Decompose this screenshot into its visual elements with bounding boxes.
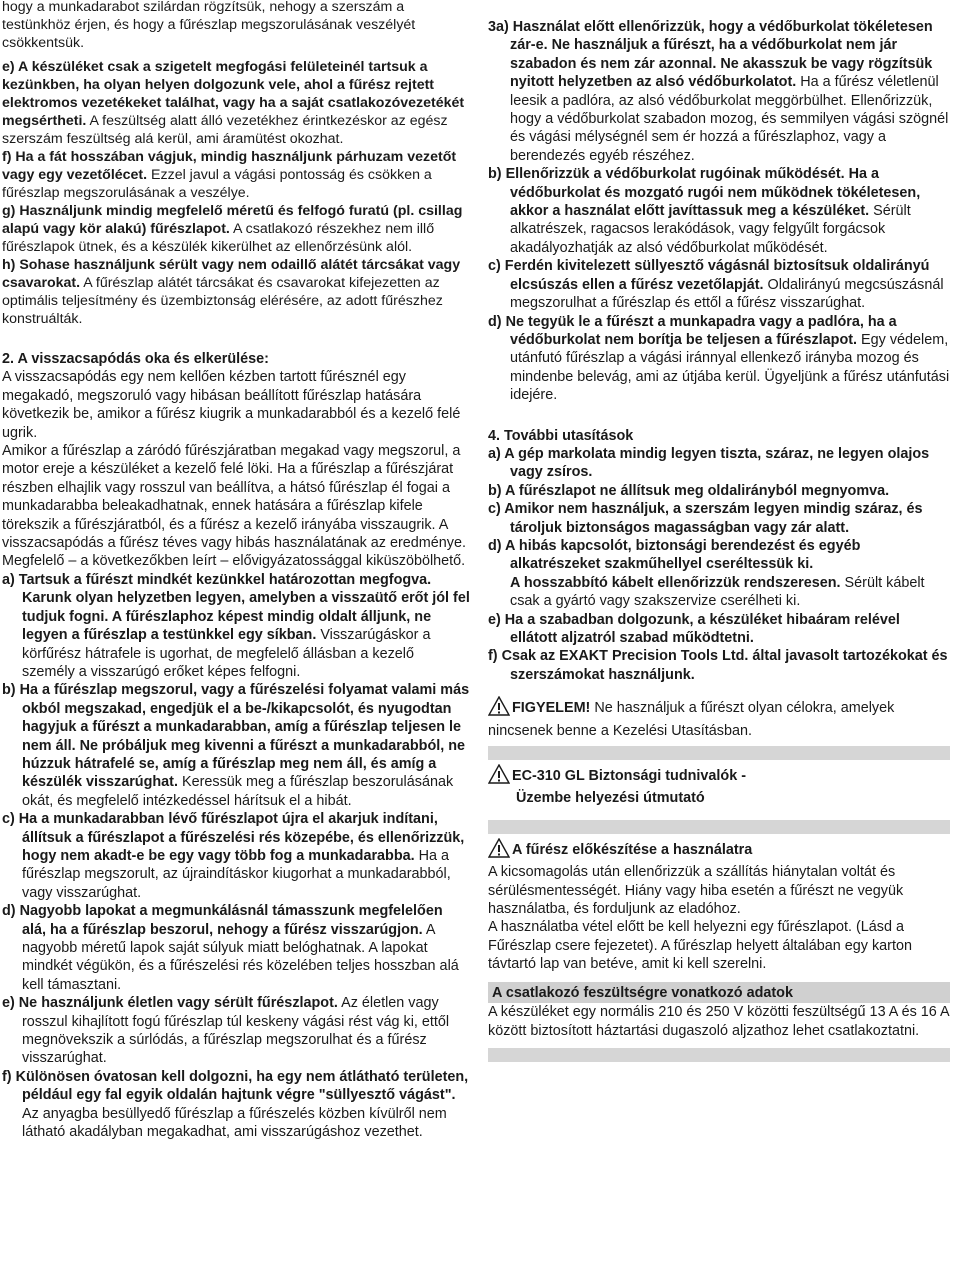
- ec310-heading: [488, 764, 950, 808]
- item-3b-text: Sérült alkatrészek, ragacsos lerakódások, vagy felgyűlt forgácsok akadályozhatják az alsó védőburkolat működését.: [510, 203, 911, 256]
- item-3a: [488, 18, 950, 165]
- item-4e: e) Ha a szabadban dolgozunk, a készüléket hibaáram relével ellátott aljzatról szabad működtetni.: [488, 611, 900, 646]
- item-4d: d) A hibás kapcsolót, biztonsági berendezést és egyéb alkatrészeket szakműhellyel cseréltessük ki.: [488, 537, 861, 573]
- item-3b-bold: b) Ellenőrizzük a védőburkolat rugóinak működését. Ha a védőburkolat és mozgató rugói nem működnek tökéletesen, akkor a használat előtt javíttassuk meg a készüléket.: [488, 166, 921, 220]
- voltage-paragraph: A készüléket egy normális 210 és 250 V közötti feszültségű 13 A és 16 A között biztosított háztartási dugaszoló aljzathoz lehet csatlakoztatni.: [488, 1004, 949, 1039]
- item-f-text: Ezzel javul a vágási pontosság és csökken a fűrészlap megszorulásának a veszélye.: [2, 167, 432, 201]
- item-2a: [2, 571, 470, 681]
- item-3b: [488, 165, 950, 257]
- preparation-paragraph-2: A használatba vétel előtt be kell helyezni egy fűrészlapot. (Lásd a Fűrészlap csere fejezetet). A fűrészlap helyett általában egy karton távtartó lap van betéve, amit ki kell szerelni.: [488, 919, 912, 973]
- section-2-paragraph-2: Amikor a fűrészlap a záródó fűrészjáratban megakad vagy megszorul, a motor ereje a készüléket a kezelő felé löki. Ha a fűrészlap a fűrészjárat részben elhajlik vagy rosszul van beállítva, a hátsó fűrészlap él fogai a munkadarabba beleakadhatnak, ennek hatására a fűrészlap kifele törekszik a fűrészjáratból, és a fűrész a kezelő irányába visszaugrik. A visszacsapódás a fűrész téves vagy hibás használatának az eredménye. Megfelelő – a következőkben leírt – elővigyázatossággal kiküszöbölhető.: [2, 443, 466, 570]
- item-2e-bold: e) Ne használjunk életlen vagy sérült fűrészlapot.: [2, 995, 338, 1012]
- section-4-title: 4. További utasítások: [488, 427, 634, 444]
- item-2e: [2, 994, 470, 1068]
- ec310-heading-line2: Üzembe helyezési útmutató: [516, 790, 705, 807]
- item-g: [2, 202, 470, 256]
- intro-paragraph: hogy a munkadarabot szilárdan rögzítsük, nehogy a szerszám a testünkhöz érjen, és hogy a fűrészlap megszorulásának veszélyét csökkentsük.: [2, 0, 416, 51]
- preparation-section: [488, 820, 950, 974]
- item-2b: [2, 681, 470, 810]
- item-2d: [2, 902, 470, 994]
- item-3d-text: Egy védelem, utánfutó fűrészlap a vágási iránnyal ellenkező irányba mozog és mindenbe belevág, ami az útjába kerül. Ügyeljünk a fűrész utánfutási idejére.: [510, 331, 950, 404]
- item-e: [2, 58, 470, 148]
- item-3a-text: Ha a fűrész véletlenül leesik a padlóra, az alsó védőburkolat meggörbülhet. Ellenőrizzük, hogy a védőburkolat szabadon mozog, és semmilyen vágási szögnél és vágási mélységnél sem ér hozzá a fűrészlaphoz, vagy a berendezés egyéb részéhez.: [510, 74, 949, 164]
- item-4f: f) Csak az EXAKT Precision Tools Ltd. által javasolt tartozékokat és szerszámokat használjunk.: [488, 648, 948, 683]
- item-3c-text: Oldalirányú megcsúszásnál megszorulhat a fűrészlap és ettől a fűrész visszarúghat.: [510, 276, 944, 312]
- item-2b-text: Keressük meg a fűrészlap beszorulásának okát, és megfelelő intézkedéssel hárítsuk el a hibát.: [22, 774, 454, 809]
- item-2f: [2, 1068, 470, 1142]
- item-4d-cable-bold: A hosszabbító kábelt ellenőrizzük rendszeresen.: [510, 574, 841, 591]
- warning-text: Ne használjuk a fűrészt olyan célokra, amelyek nincsenek benne a Kezelési Utasításban.: [488, 700, 895, 739]
- section-2-paragraph-1: A visszacsapódás egy nem kellően kézben tartott fűrésznél egy megakadó, megszoruló vagy hibásan beállított fűrészlap hatására következik be, amikor a fűrész kiugrik a munkadarabból és a kezelő felé ugrik.: [2, 369, 461, 441]
- right-column: [488, 18, 950, 1062]
- ec310-heading-box: [488, 746, 950, 808]
- item-h-bold: h) Sohase használjunk sérült vagy nem odaillő alátét tárcsákat vagy csavarokat.: [2, 257, 461, 291]
- item-4a: a) A gép markolata mindig legyen tiszta, száraz, ne legyen olajos vagy zsíros.: [488, 445, 930, 481]
- item-2c: [2, 810, 470, 902]
- preparation-paragraph-1: A kicsomagolás után ellenőrizzük a szállítás hiánytalan voltát és sérülésmentességét. Hiány vagy hiba esetén a fűrészt ne vegyük használatba, és forduljunk az eladóhoz.: [488, 864, 904, 918]
- warning-label: FIGYELEM!: [512, 700, 591, 717]
- item-2e-text: Az életlen vagy rosszul kihajlított fogú fűrészlap túl keskeny vágási rést vág ki, ettől megnövekszik a súrlódás, a fűrészlap megszorulhat és a fűrész visszarúghat.: [22, 995, 450, 1067]
- item-2d-bold: d) Nagyobb lapokat a megmunkálásnál támasszunk megfelelően alá, ha a fűrészlap beszorul, nehogy a fűrész visszarúgjon.: [2, 903, 443, 938]
- left-column: [2, 0, 470, 1141]
- item-4d-cable-text: Sérült kábelt csak a gyártó vagy szakszervize cserélheti ki.: [510, 574, 925, 610]
- item-2b-bold: b) Ha a fűrészlap megszorul, vagy a fűrészelési folyamat valami más okból megszakad, engedjük el a be-/kikapcsolót, és nyugodtan hagyjuk a fűrészt a munkadarabban, amíg a fűrészlap teljesen le nem áll. Ne próbáljuk meg kivenni a fűrészt a munkadarabból, ne húzzuk hátrafelé se, amíg a fűrészlap meg nem áll, és amíg a készülék visszarúghat.: [2, 682, 470, 791]
- item-3d-bold: d) Ne tegyük le a fűrészt a munkapadra vagy a padlóra, ha a védőburkolat nem borítja be teljesen a fűrészlapot.: [488, 313, 897, 348]
- ec310-heading-line1: EC-310 GL Biztonsági tudnivalók -: [512, 768, 747, 785]
- item-e-text: A feszültség alatt álló vezetékhez érintkezéskor az egész szerszám feszültség alá kerül, ami áramütést okozhat.: [2, 113, 448, 147]
- item-4c: c) Amikor nem használjuk, a szerszám legyen mindig száraz, és tároljuk biztonságos magasságban vagy zár alatt.: [488, 501, 923, 536]
- voltage-heading: A csatlakozó feszültségre vonatkozó adatok: [488, 982, 950, 1003]
- item-2f-bold: f) Különösen óvatosan kell dolgozni, ha egy nem átlátható területen, például egy fal egyik oldalán hajtunk végre "süllyesztő vágást".: [2, 1068, 469, 1104]
- warning-triangle-icon: [488, 838, 510, 863]
- item-3c: [488, 257, 950, 312]
- item-4b: b) A fűrészlapot ne állítsuk meg oldalirányból megnyomva.: [488, 482, 890, 499]
- item-2f-text: Az anyagba besüllyedő fűrészlap a fűrészelés közben kívülről nem látható akadályban megakadhat, ami visszarúgáshoz vezethet.: [22, 1105, 447, 1141]
- item-2a-text: Visszarúgáskor a körfűrész hátrafele is ugorhat, de megfelelő állásban a kezelő személy a visszarúgó erőket képes felfogni.: [22, 627, 431, 680]
- item-4d-cable: [488, 574, 950, 611]
- item-g-text: A csatlakozó részekhez nem illő fűrészlapok ütnek, és a készülék kikerülhet az ellenőrzésünk alól.: [2, 221, 435, 255]
- item-h-text: A fűrészlap alátét tárcsákat és csavarokat kifejezetten az optimális teljesítmény és üzembiztonság elérésére, az adott fűrészhez konstruálták.: [2, 275, 443, 327]
- item-g-bold: g) Használjunk mindig megfelelő méretű és felfogó furatú (pl. csillag alapú vagy kör alakú) fűrészlapot.: [2, 203, 463, 237]
- preparation-heading: [488, 838, 950, 863]
- item-3d: [488, 313, 950, 405]
- item-f: [2, 148, 470, 202]
- preparation-title: A fűrész előkészítése a használatra: [512, 841, 753, 858]
- item-2c-bold: c) Ha a munkadarabban lévő fűrészlapot újra el akarjuk indítani, állítsuk a fűrészlapot a fűrészelési rés közepébe, és ellenőrizzük, hogy nem akadt-e be egy vagy több fog a munkadarabba.: [2, 811, 465, 864]
- item-h: [2, 256, 470, 328]
- item-f-bold: f) Ha a fát hosszában vágjuk, mindig használjunk párhuzam vezetőt vagy egy vezetőlécet.: [2, 149, 457, 183]
- item-2d-text: A nagyobb méretű lapok saját súlyuk miatt belóghatnak. A lapokat mindkét végükön, és a fűrészelési rés közelében teljes hosszban alá kell támasztani.: [22, 921, 459, 993]
- item-2c-text: Ha a fűrészlap megszorult, az újraindításkor kiugorhat a munkadarabból, vagy visszarúghat.: [22, 847, 451, 901]
- item-2a-bold: a) Tartsuk a fűrészt mindkét kezünkkel határozottan megfogva. Karunk olyan helyzetben legyen, amelyben a visszaütő erőt jól fel tudjuk fogni. A fűrészlaphoz képest mindig oldalt álljunk, ne legyen a fűrészlap a testünkkel egy síkban.: [2, 571, 470, 644]
- item-e-bold: e) A készüléket csak a szigetelt megfogási felületeinél tartsuk a kezünkben, ha olyan helyen dolgozunk vele, ahol a fűrész rejtett elektromos vezetékeket találhat, vagy ha a saját csatlakozóvezetékét megsértheti.: [2, 59, 465, 129]
- item-3c-bold: c) Ferdén kivitelezett süllyesztő vágásnál biztosítsuk oldalirányú elcsúszás ellen a fűrész vezetőlapját.: [488, 258, 930, 293]
- warning-triangle-icon: [488, 764, 510, 789]
- section-end-bar: [488, 1048, 950, 1062]
- section-2-title: 2. A visszacsapódás oka és elkerülése:: [2, 351, 269, 367]
- warning-triangle-icon: [488, 696, 510, 721]
- warning-paragraph: [488, 696, 950, 740]
- item-3a-bold: 3a) Használat előtt ellenőrizzük, hogy a védőburkolat tökéletesen zár-e. Ne használjuk a fűrészt, ha a védőburkolat nem jár szabadon és nem zár azonnal. Ne akasszuk be vagy rögzítsük nyitott helyzetben az alsó védőburkolatot.: [488, 19, 933, 91]
